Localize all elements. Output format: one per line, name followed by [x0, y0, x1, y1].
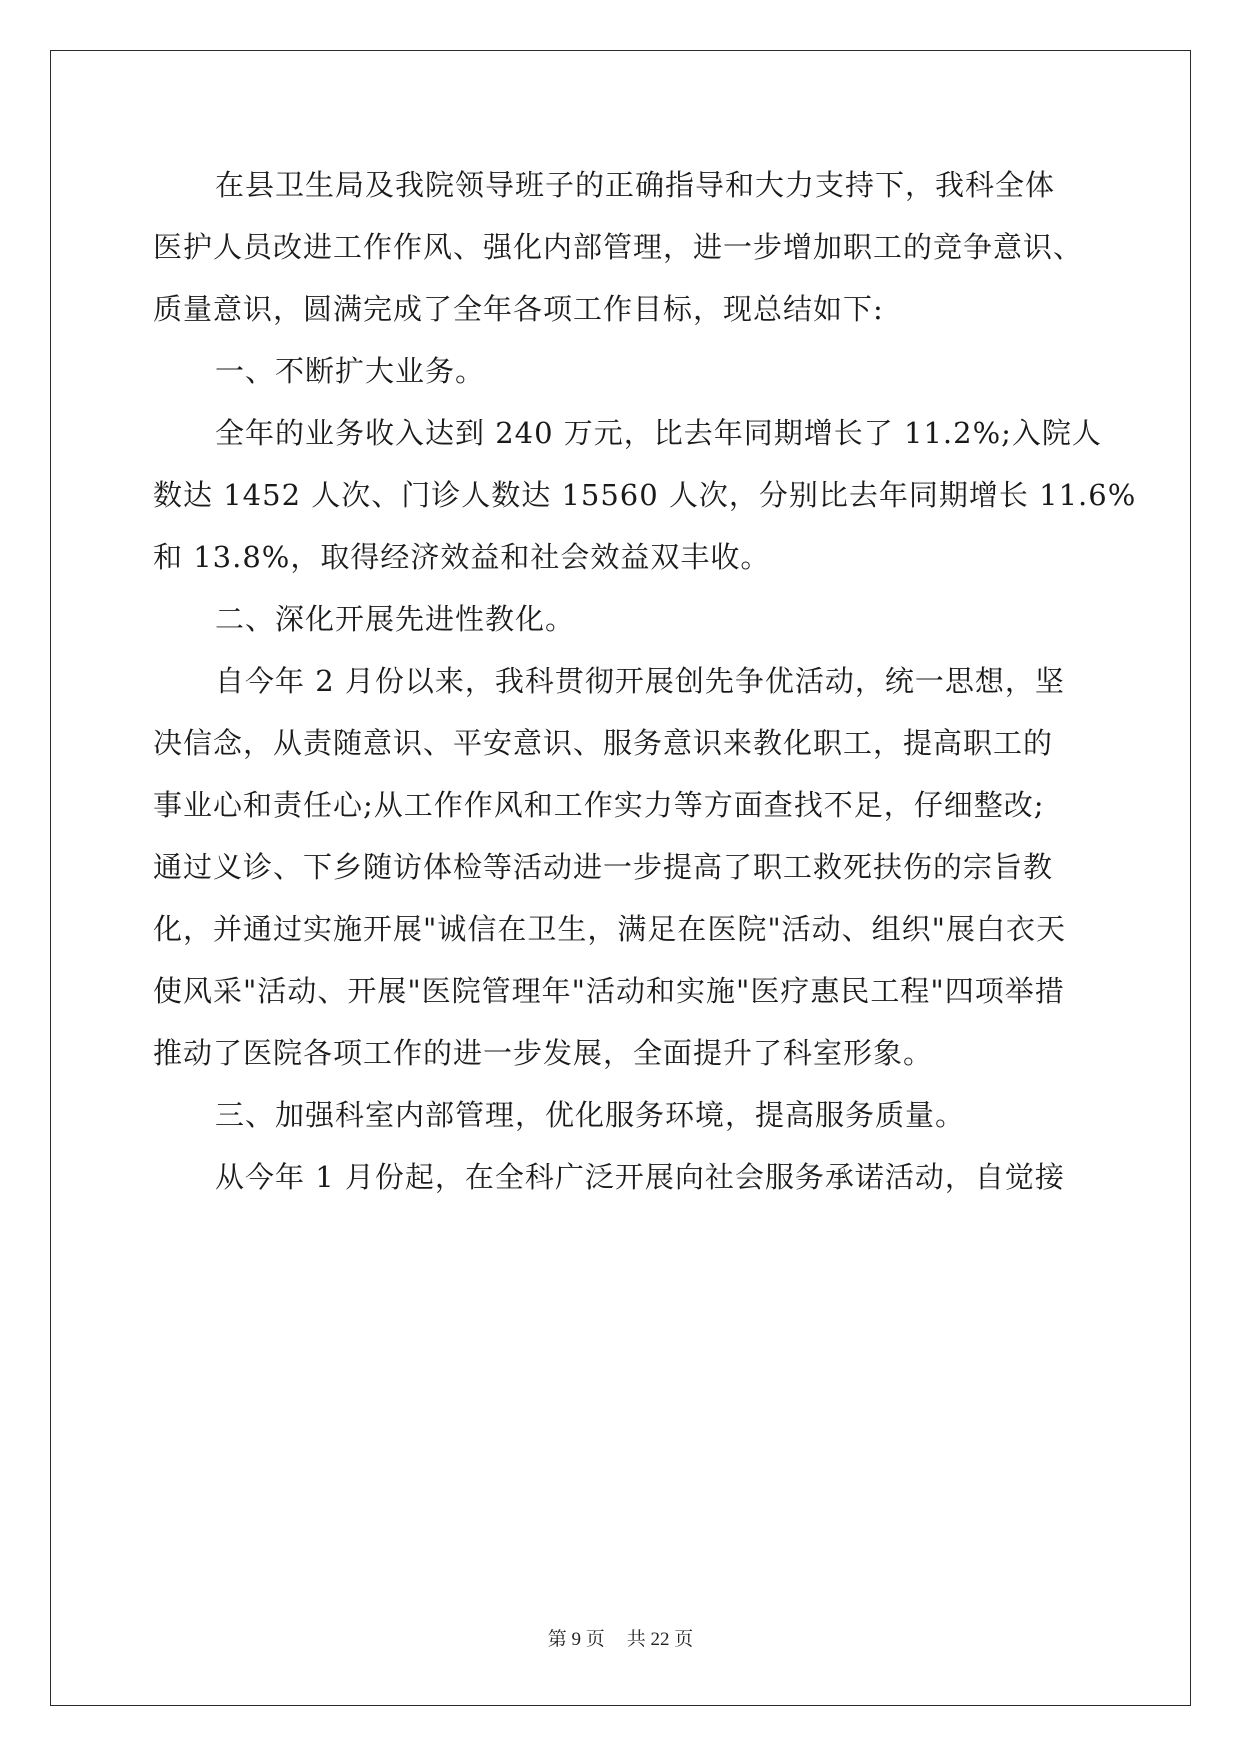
paragraph-education-line-1: 自今年 2 月份以来，我科贯彻开展创先争优活动，统一思想，坚 [215, 664, 1065, 698]
section-heading-2: 二、深化开展先进性教化。 [215, 602, 576, 636]
paragraph-education-line-2: 决信念，从责随意识、平安意识、服务意识来教化职工，提高职工的 [153, 726, 1054, 760]
paragraph-intro-line-1: 在县卫生局及我院领导班子的正确指导和大力支持下，我科全体 [215, 168, 1056, 202]
paragraph-management-line-1: 从今年 1 月份起，在全科广泛开展向社会服务承诺活动，自觉接 [215, 1160, 1065, 1194]
paragraph-education-line-3: 事业心和责任心;从工作作风和工作实力等方面查找不足，仔细整改; [153, 788, 1045, 822]
paragraph-business-line-3: 和 13.8%，取得经济效益和社会效益双丰收。 [153, 540, 771, 574]
section-heading-3: 三、加强科室内部管理，优化服务环境，提高服务质量。 [215, 1098, 966, 1132]
paragraph-intro-line-3: 质量意识，圆满完成了全年各项工作目标，现总结如下: [153, 292, 884, 326]
paragraph-education-line-5: 化，并通过实施开展"诚信在卫生，满足在医院"活动、组织"展白衣天 [153, 912, 1067, 946]
page-total: 共 22 页 [626, 1629, 694, 1650]
paragraph-business-line-1: 全年的业务收入达到 240 万元，比去年同期增长了 11.2%;入院人 [215, 416, 1102, 450]
page-number: 第 9 页 [547, 1629, 605, 1650]
paragraph-business-line-2: 数达 1452 人次、门诊人数达 15560 人次，分别比去年同期增长 11.6% [153, 478, 1137, 512]
paragraph-intro-line-2: 医护人员改进工作作风、强化内部管理，进一步增加职工的竞争意识、 [153, 230, 1084, 264]
paragraph-education-line-4: 通过义诊、下乡随访体检等活动进一步提高了职工救死扶伤的宗旨教 [153, 850, 1054, 884]
paragraph-education-line-7: 推动了医院各项工作的进一步发展，全面提升了科室形象。 [153, 1036, 934, 1070]
paragraph-education-line-6: 使风采"活动、开展"医院管理年"活动和实施"医疗惠民工程"四项举措 [153, 974, 1065, 1008]
page-footer [0, 1628, 1241, 1652]
section-heading-1: 一、不断扩大业务。 [215, 354, 486, 388]
